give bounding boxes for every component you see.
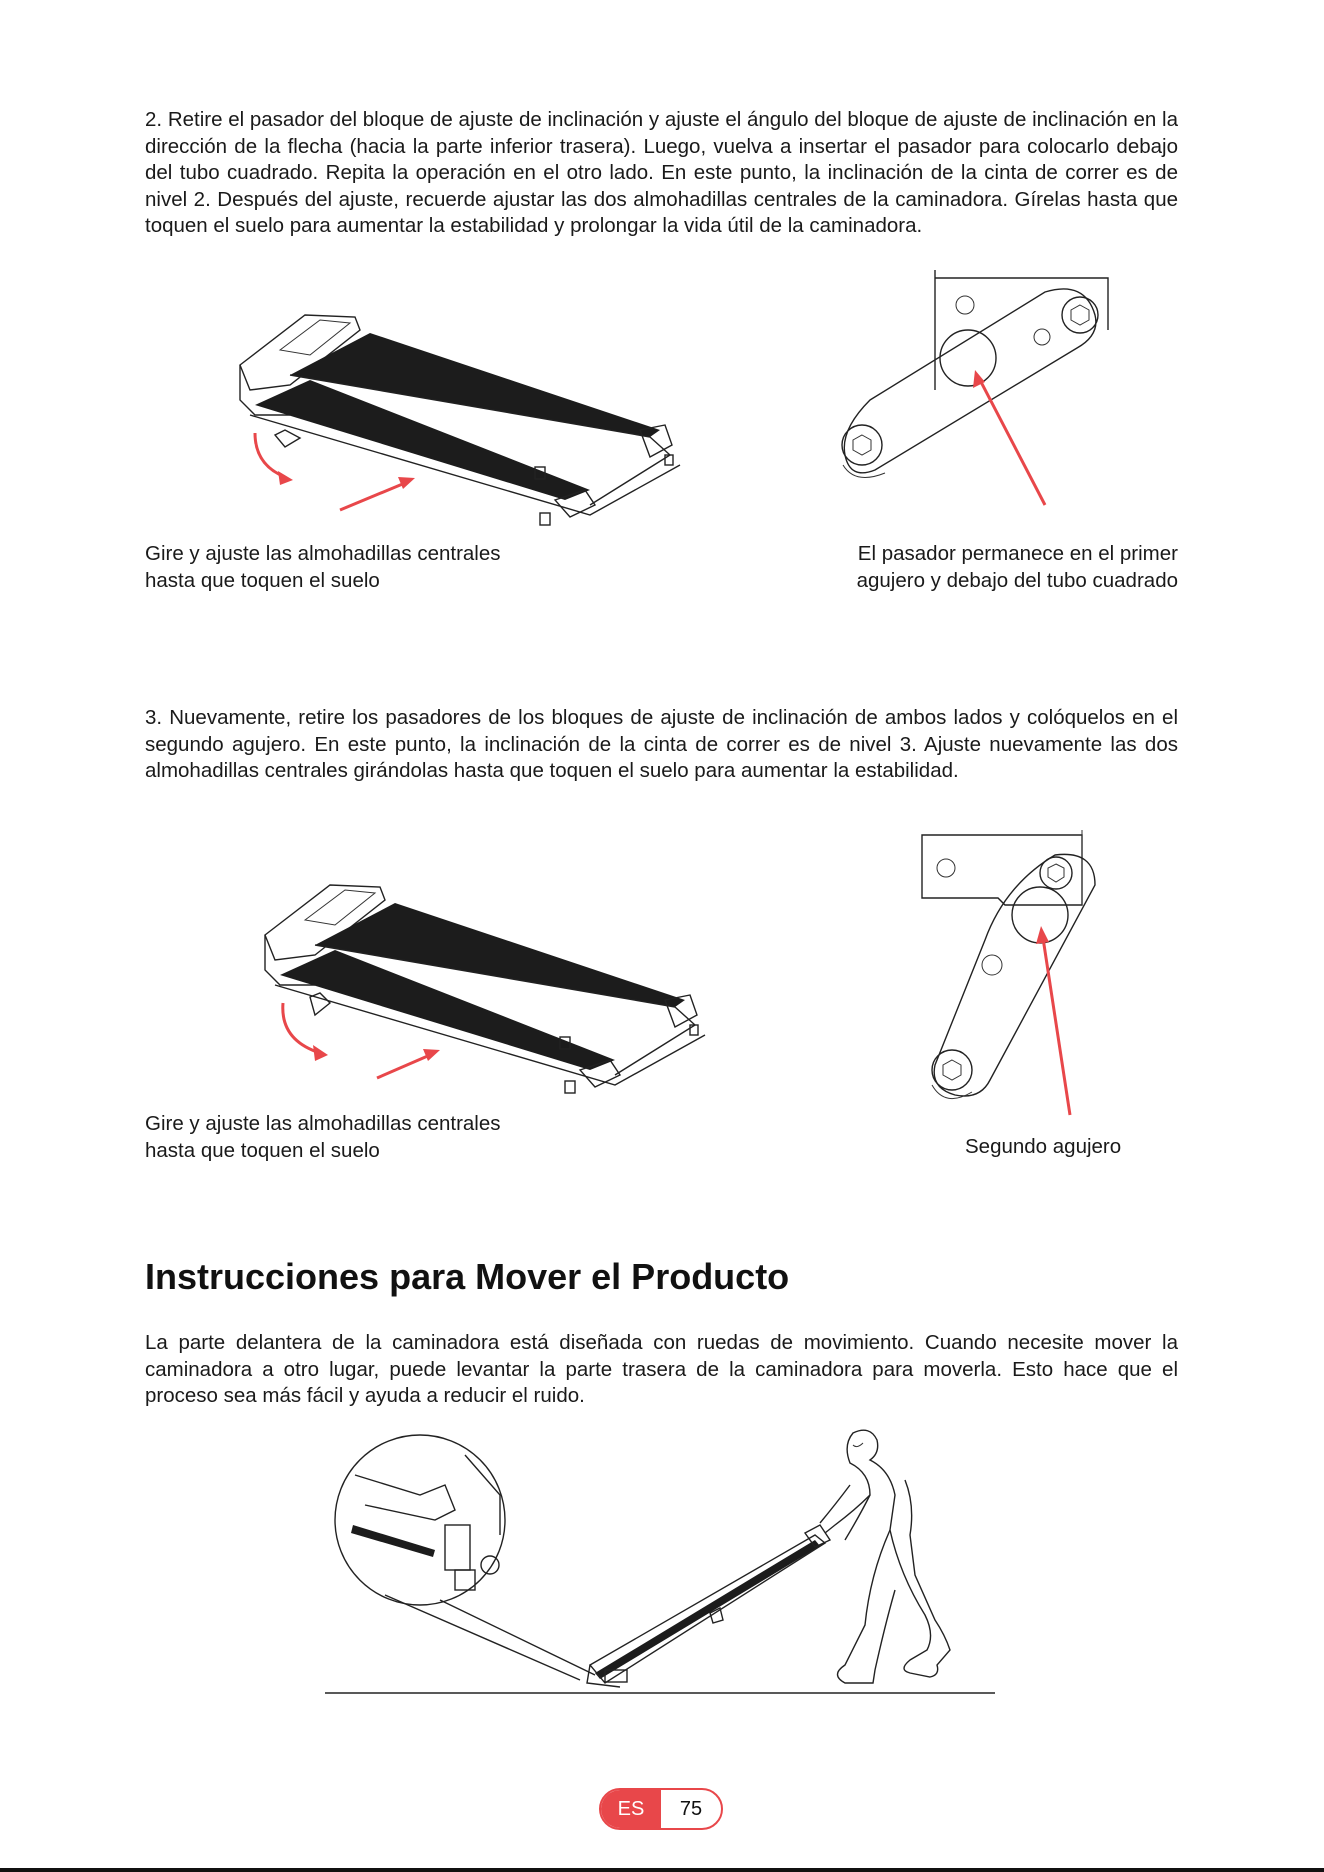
language-label: ES [601,1790,661,1828]
treadmill-illustration [235,875,705,1100]
step2-paragraph: 2. Retire el pasador del bloque de ajuste de inclinación y ajuste el ángulo del bloque de ajuste de inclinación en la dirección de la flecha (hacia la parte inferior trasera). Luego, vuelva a insertar el pasador para colocarlo debajo del tubo cuadrado. Repita la operación en el otro lado. En este punto, la inclinación de la cinta de correr es de nivel 2. Después del ajuste, recuerde ajustar las dos almohadillas centrales de la caminadora. Gírelas hasta que toquen el suelo para aumentar la estabilidad y prolongar la vida útil de la caminadora. [145,108,1178,237]
step3-paragraph: 3. Nuevamente, retire los pasadores de los bloques de ajuste de inclinación de ambos lados y colóquelos en el segundo agujero. En este punto, la inclinación de la cinta de correr es de nivel 3. Ajuste nuevamente las dos almohadillas centrales girándolas hasta que toquen el suelo para aumentar la estabilidad. [145,706,1178,782]
page-number: 75 [679,1797,703,1820]
step3-caption-right: Segundo agujero [965,1135,1122,1158]
moving-paragraph: La parte delantera de la caminadora está diseñada con ruedas de movimiento. Cuando necesite mover la caminadora a otro lugar, puede levantar la parte trasera de la caminadora para moverla. Esto hace que el proceso sea más fácil y ayuda a reducir el ruido. [145,1331,1178,1407]
pointer-arrow [1043,938,1070,1115]
tilt-block-diagram [910,830,1110,1120]
moving-treadmill-illustration [325,1425,1005,1700]
tilt-block-diagram [815,270,1115,515]
section-heading: Instrucciones para Mover el Producto [145,1256,790,1297]
page-badge [599,1788,723,1830]
rotate-arrow [255,433,285,477]
pointer-arrow [980,380,1045,505]
bottom-rule [0,1868,1324,1872]
pointer-arrow [377,1055,430,1078]
step3-caption-left: Gire y ajuste las almohadillas centrales hasta que toquen el suelo [145,1112,501,1162]
step2-caption-right: El pasador permanece en el primer agujero y debajo del tubo cuadrado [856,542,1178,592]
step2-caption-left: Gire y ajuste las almohadillas centrales hasta que toquen el suelo [145,542,501,592]
pointer-arrow [340,483,405,510]
treadmill-illustration [210,305,680,535]
